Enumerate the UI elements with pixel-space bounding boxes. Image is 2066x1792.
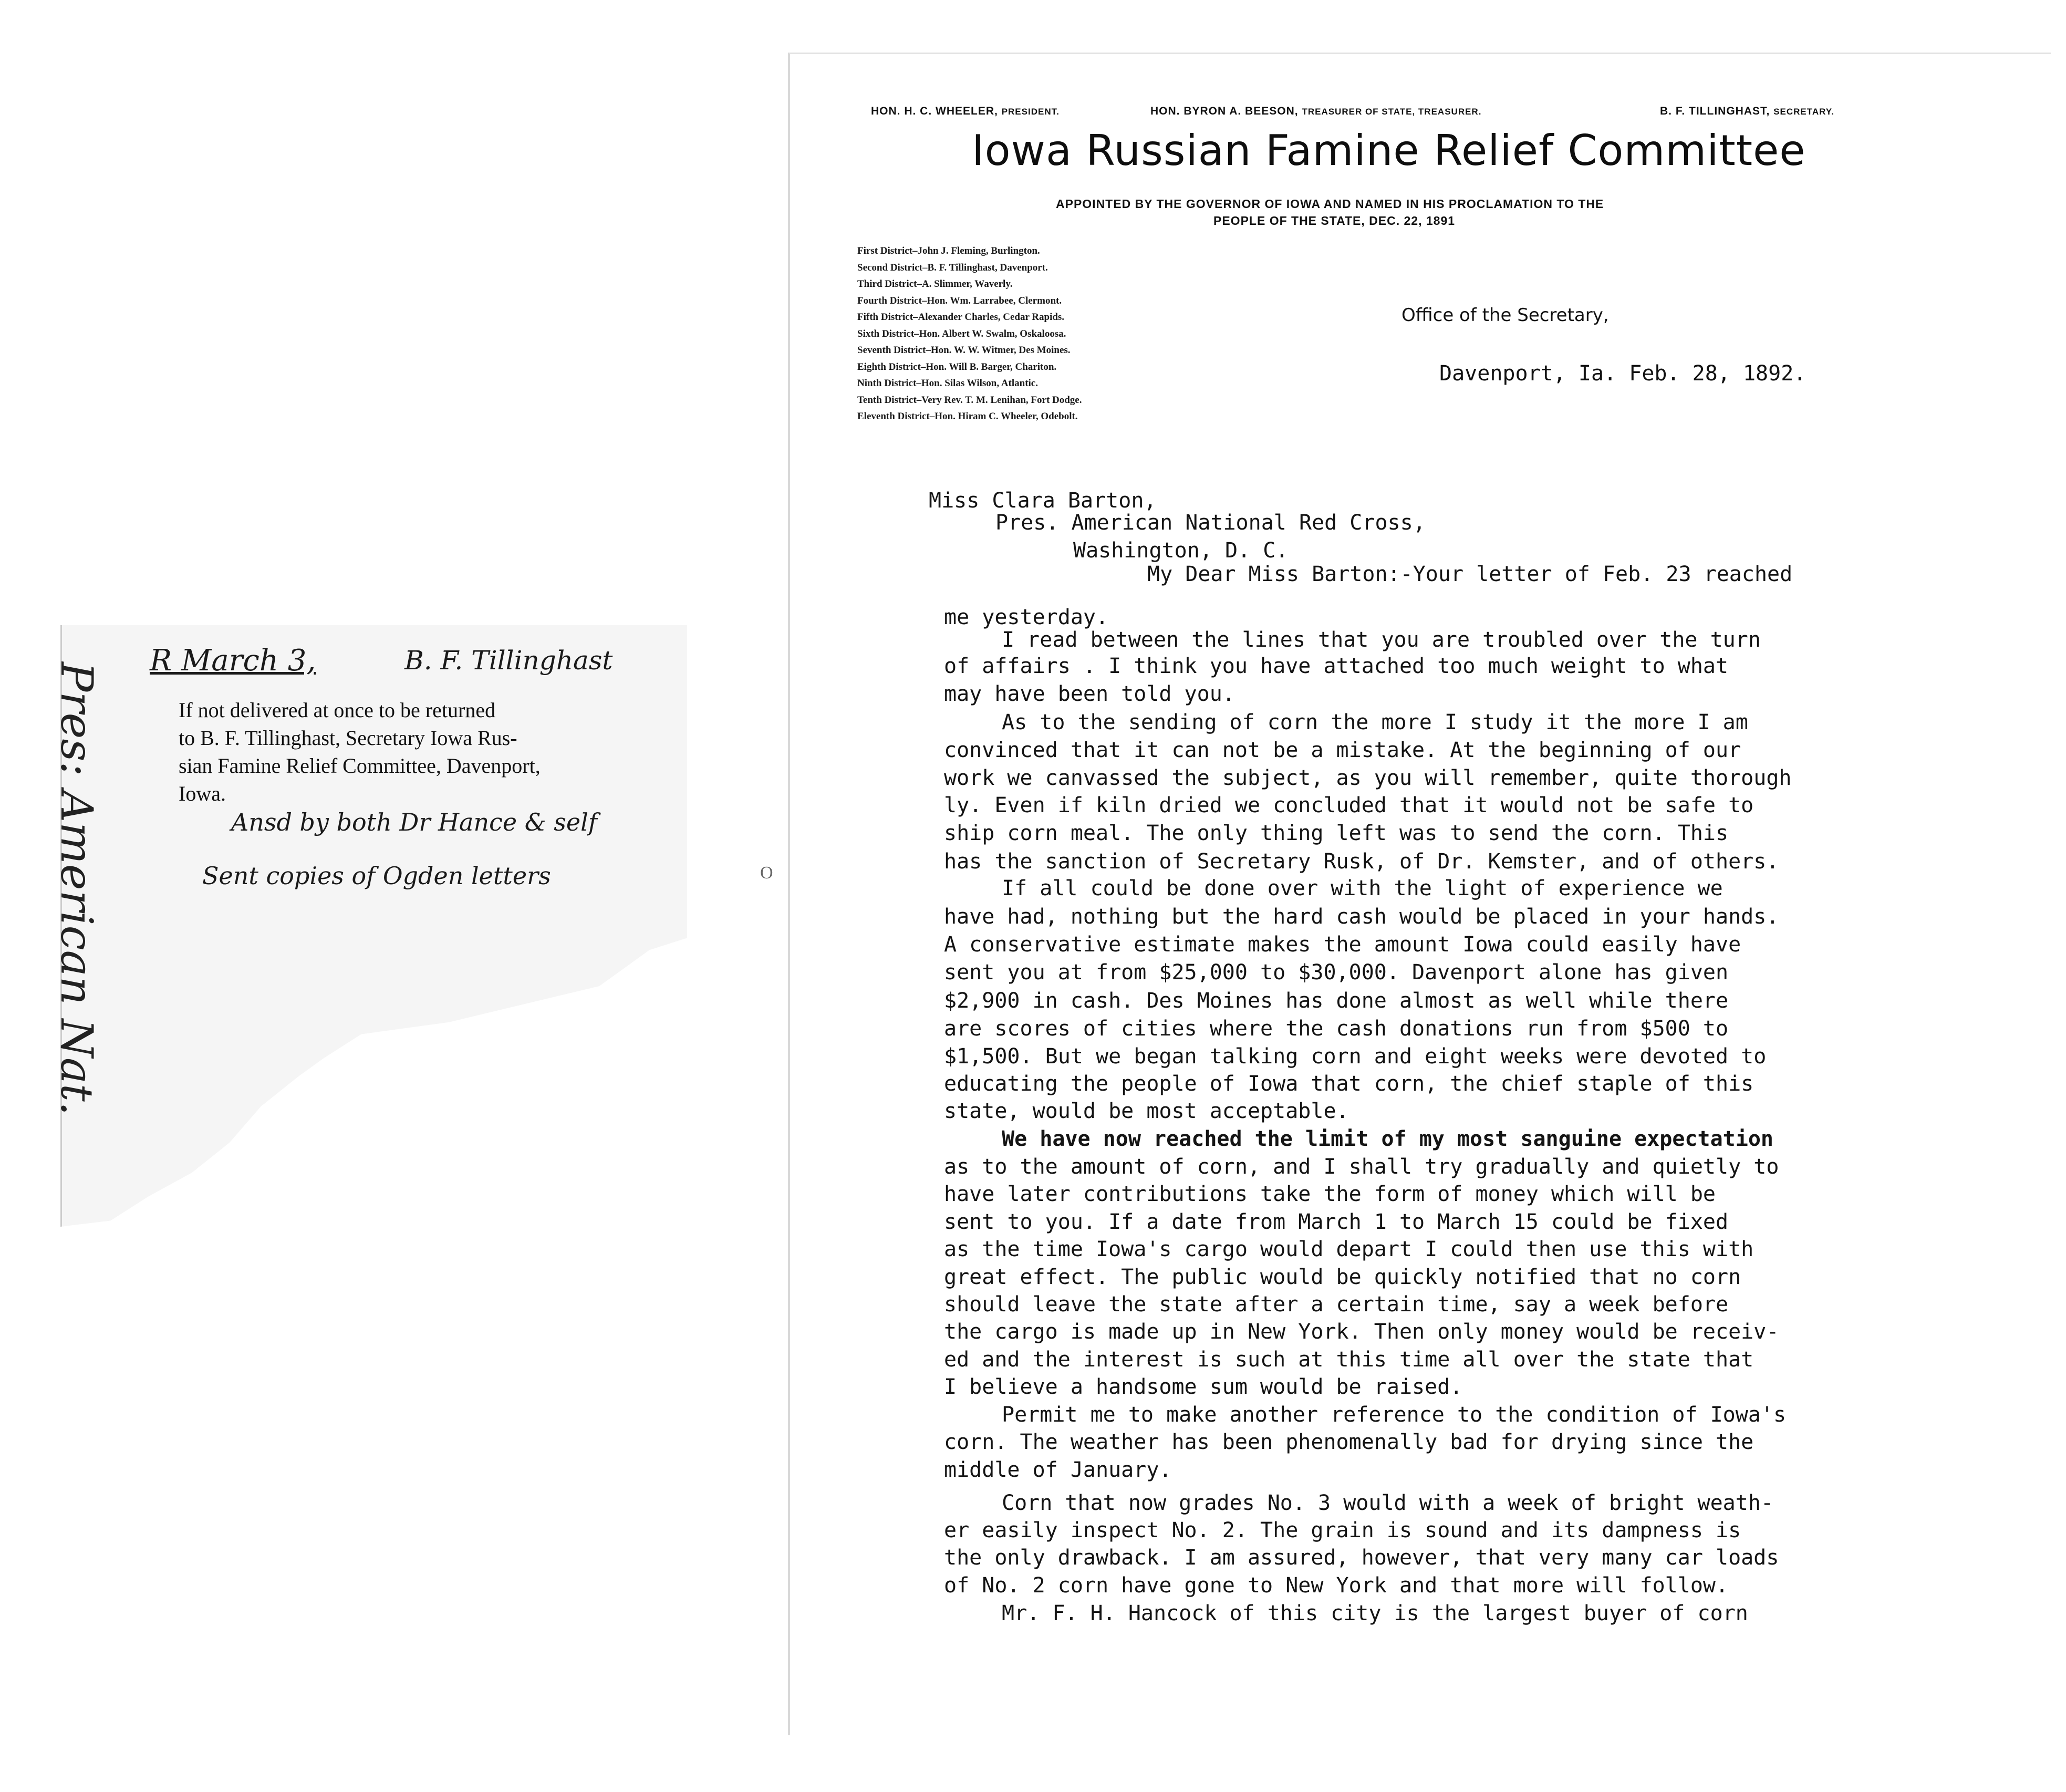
officer-president bbox=[871, 105, 1060, 118]
district-list bbox=[857, 243, 1082, 425]
salutation-title: Pres. American National Red Cross, bbox=[995, 511, 1426, 535]
letter-line: work we canvassed the subject, as you will remember, quite thorough bbox=[944, 766, 1792, 790]
letter-line: of affairs . I think you have attached too much weight to what bbox=[944, 654, 1729, 678]
officer-name: B. F. TILLINGHAST, bbox=[1660, 105, 1770, 117]
envelope-note-answered: Ansd by both Dr Hance & self bbox=[231, 808, 597, 836]
envelope-vertical-text: Pres: American Nat. bbox=[51, 662, 102, 1116]
letter-line: ship corn meal. The only thing left was to send the corn. This bbox=[944, 821, 1729, 845]
letter-line: state, would be most acceptable. bbox=[944, 1099, 1349, 1123]
letter-line: should leave the state after a certain time, say a week before bbox=[944, 1292, 1729, 1317]
letter-line: are scores of cities where the cash donations run from $500 to bbox=[944, 1017, 1729, 1041]
officer-role: PRESIDENT. bbox=[1001, 107, 1060, 117]
letter-line: have later contributions take the form of money which will be bbox=[944, 1182, 1716, 1206]
letter-line: If all could be done over with the light of experience we bbox=[1002, 876, 1723, 900]
envelope-return-notice bbox=[179, 696, 609, 807]
letterhead-subtitle-2: PEOPLE OF THE STATE, DEC. 22, 1891 bbox=[1213, 214, 1456, 227]
letter-line: sent to you. If a date from March 1 to March 15 could be fixed bbox=[944, 1210, 1729, 1234]
officer-treasurer bbox=[1150, 105, 1481, 118]
district-entry: Fifth District–Alexander Charles, Cedar Rapids. bbox=[857, 312, 1065, 323]
district-entry: Second District–B. F. Tillinghast, Davenport. bbox=[857, 262, 1048, 273]
letter-line: convinced that it can not be a mistake. At the beginning of our bbox=[944, 738, 1741, 762]
letter-line: sent you at from $25,000 to $30,000. Davenport alone has given bbox=[944, 960, 1729, 985]
letter-line: corn. The weather has been phenomenally bad for drying since the bbox=[944, 1430, 1754, 1454]
return-line: If not delivered at once to be returned bbox=[179, 698, 496, 722]
letter-line: of No. 2 corn have gone to New York and that more will follow. bbox=[944, 1573, 1729, 1598]
letter-line: the cargo is made up in New York. Then only money would be receiv- bbox=[944, 1320, 1779, 1344]
letter-line: Permit me to make another reference to the condition of Iowa's bbox=[1002, 1403, 1787, 1427]
district-entry: Tenth District–Very Rev. T. M. Lenihan, Fort Dodge. bbox=[857, 394, 1082, 406]
letter-line: as the time Iowa's cargo would depart I could then use this with bbox=[944, 1237, 1754, 1261]
letter-line: has the sanction of Secretary Rusk, of Dr. Kemster, and of others. bbox=[944, 850, 1779, 874]
letter-line: educating the people of Iowa that corn, the chief staple of this bbox=[944, 1072, 1754, 1096]
letter-line: $2,900 in cash. Des Moines has done almost as well while there bbox=[944, 989, 1729, 1013]
letter-line: Corn that now grades No. 3 would with a week of bright weath- bbox=[1002, 1491, 1774, 1515]
envelope-note-received: R March 3, bbox=[150, 644, 316, 678]
letterhead-subtitle-1: APPOINTED BY THE GOVERNOR OF IOWA AND NAMED IN HIS PROCLAMATION TO THE bbox=[1056, 197, 1604, 211]
return-line: to B. F. Tillinghast, Secretary Iowa Rus- bbox=[179, 726, 517, 750]
officer-role: TREASURER OF STATE, TREASURER. bbox=[1302, 107, 1482, 117]
letter-line: $1,500. But we began talking corn and eight weeks were devoted to bbox=[944, 1044, 1767, 1069]
officer-name: HON. H. C. WHEELER, bbox=[871, 105, 998, 117]
letter-line: the only drawback. I am assured, however, that very many car loads bbox=[944, 1546, 1779, 1570]
return-line: Iowa. bbox=[179, 782, 226, 805]
margin-mark: O bbox=[760, 863, 773, 883]
letter-line: have had, nothing but the hard cash would be placed in your hands. bbox=[944, 905, 1779, 929]
letter-line: I read between the lines that you are troubled over the turn bbox=[1002, 628, 1761, 652]
office-of-secretary: Office of the Secretary, bbox=[1401, 305, 1609, 326]
return-line: sian Famine Relief Committee, Davenport, bbox=[179, 754, 541, 778]
letter-line: Mr. F. H. Hancock of this city is the largest buyer of corn bbox=[1002, 1601, 1748, 1625]
letter-line: A conservative estimate makes the amount Iowa could easily have bbox=[944, 933, 1741, 957]
envelope-note-sender: B. F. Tillinghast bbox=[404, 645, 613, 676]
letter-line: ed and the interest is such at this time all over the state that bbox=[944, 1348, 1754, 1372]
officer-secretary bbox=[1660, 105, 1834, 118]
salutation-greeting: My Dear Miss Barton:-Your letter of Feb. 23 reached bbox=[1147, 562, 1793, 586]
letter-line: great effect. The public would be quickly notified that no corn bbox=[944, 1265, 1741, 1289]
letter-line: er easily inspect No. 2. The grain is sound and its dampness is bbox=[944, 1518, 1741, 1542]
letter-line: As to the sending of corn the more I study it the more I am bbox=[1002, 710, 1748, 734]
envelope-vertical-address bbox=[51, 662, 102, 1166]
officer-role: SECRETARY. bbox=[1773, 107, 1834, 117]
district-entry: Fourth District–Hon. Wm. Larrabee, Clermont. bbox=[857, 295, 1062, 306]
letter-dateline: Davenport, Ia. Feb. 28, 1892. bbox=[1439, 361, 1807, 386]
salutation-address: Washington, D. C. bbox=[1073, 538, 1289, 563]
envelope-note-copies: Sent copies of Ogden letters bbox=[202, 862, 551, 890]
district-entry: Seventh District–Hon. W. W. Witmer, Des Moines. bbox=[857, 345, 1071, 356]
letter-line: as to the amount of corn, and I shall try gradually and quietly to bbox=[944, 1155, 1779, 1179]
letter-line: I believe a handsome sum would be raised. bbox=[944, 1375, 1463, 1399]
letter-line: me yesterday. bbox=[944, 605, 1109, 629]
district-entry: Eleventh District–Hon. Hiram C. Wheeler, Odebolt. bbox=[857, 411, 1078, 422]
district-entry: Ninth District–Hon. Silas Wilson, Atlantic. bbox=[857, 378, 1038, 389]
letter-line: may have been told you. bbox=[944, 682, 1235, 706]
district-entry: Sixth District–Hon. Albert W. Swalm, Oskaloosa. bbox=[857, 328, 1066, 339]
letterhead-title: Iowa Russian Famine Relief Committee bbox=[972, 126, 1806, 175]
officer-name: HON. BYRON A. BEESON, bbox=[1150, 105, 1299, 117]
salutation-name: Miss Clara Barton, bbox=[929, 489, 1157, 513]
letter-line: ly. Even if kiln dried we concluded that it would not be safe to bbox=[944, 793, 1754, 817]
district-entry: Eighth District–Hon. Will B. Barger, Chariton. bbox=[857, 361, 1057, 372]
letter-line: We have now reached the limit of my most sanguine expectation bbox=[1002, 1127, 1774, 1151]
letter-line: middle of January. bbox=[944, 1458, 1172, 1482]
district-entry: First District–John J. Fleming, Burlington. bbox=[857, 245, 1040, 256]
district-entry: Third District–A. Slimmer, Waverly. bbox=[857, 278, 1013, 289]
